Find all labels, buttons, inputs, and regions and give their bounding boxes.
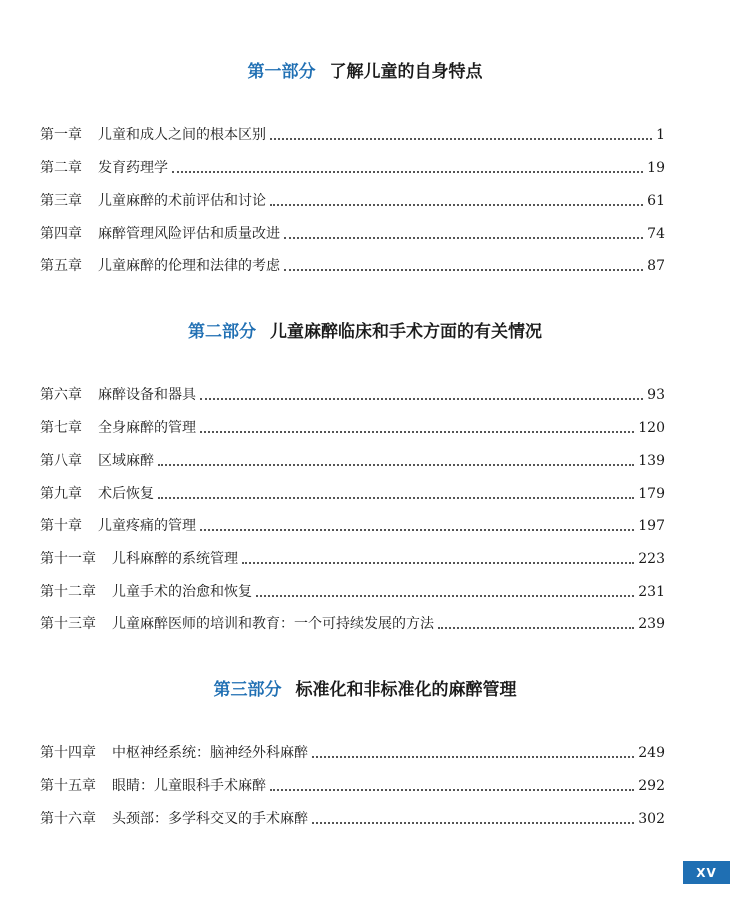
part-number: 第三部分: [213, 680, 282, 700]
toc-entry[interactable]: [40, 582, 665, 602]
chapter-label: 第七章: [40, 420, 82, 436]
chapter-title: 麻醉管理风险评估和质量改进: [98, 226, 280, 242]
chapter-label: 第十四章: [40, 745, 96, 761]
part-name: 标准化和非标准化的麻醉管理: [295, 680, 517, 700]
chapter-label: 第八章: [40, 453, 82, 469]
chapter-title: 眼睛：儿童眼科手术麻醉: [112, 778, 266, 794]
chapter-label: 第十三章: [40, 616, 96, 632]
chapter-label: 第五章: [40, 258, 82, 274]
toc-entry[interactable]: [40, 516, 665, 536]
toc-entry[interactable]: [40, 158, 665, 178]
chapter-title: 儿童麻醉的术前评估和讨论: [98, 193, 266, 209]
dot-leader: [242, 562, 634, 564]
dot-leader: [158, 464, 634, 466]
chapter-title: 发育药理学: [98, 160, 168, 176]
part-number: 第一部分: [247, 62, 316, 82]
dot-leader: [284, 237, 643, 239]
dot-leader: [438, 627, 634, 629]
page-ref: 179: [638, 486, 665, 502]
page-ref: 197: [638, 518, 665, 534]
part-name: 了解儿童的自身特点: [329, 62, 483, 82]
page-ref: 292: [638, 778, 665, 794]
page-ref: 74: [647, 226, 665, 242]
page-ref: 239: [638, 616, 665, 632]
page-number-tab: [683, 861, 730, 884]
part-heading: [0, 321, 730, 343]
chapter-label: 第九章: [40, 486, 82, 502]
chapter-title: 麻醉设备和器具: [98, 387, 196, 403]
page-ref: 139: [638, 453, 665, 469]
chapter-label: 第十一章: [40, 551, 96, 567]
chapter-label: 第一章: [40, 127, 82, 143]
chapter-title: 儿童和成人之间的根本区别: [98, 127, 266, 143]
chapter-title: 全身麻醉的管理: [98, 420, 196, 436]
toc-entry[interactable]: [40, 125, 665, 145]
toc-entry[interactable]: [40, 385, 665, 405]
chapter-title: 区域麻醉: [98, 453, 154, 469]
chapter-label: 第三章: [40, 193, 82, 209]
toc-entry[interactable]: [40, 549, 665, 569]
chapter-label: 第十二章: [40, 584, 96, 600]
toc-entry[interactable]: [40, 809, 665, 829]
chapter-title: 术后恢复: [98, 486, 154, 502]
page-ref: 87: [647, 258, 665, 274]
toc-entry[interactable]: [40, 191, 665, 211]
dot-leader: [312, 756, 634, 758]
toc-entry[interactable]: [40, 224, 665, 244]
dot-leader: [200, 529, 634, 531]
page-ref: 249: [638, 745, 665, 761]
part-name: 儿童麻醉临床和手术方面的有关情况: [270, 322, 542, 342]
chapter-title: 儿科麻醉的系统管理: [112, 551, 238, 567]
page-ref: 93: [647, 387, 665, 403]
dot-leader: [270, 789, 634, 791]
chapter-title: 头颈部：多学科交叉的手术麻醉: [112, 811, 308, 827]
part-heading: [0, 61, 730, 83]
page-ref: 1: [656, 127, 665, 143]
page-ref: 231: [638, 584, 665, 600]
dot-leader: [200, 431, 634, 433]
chapter-title: 中枢神经系统：脑神经外科麻醉: [112, 745, 308, 761]
toc-entry[interactable]: [40, 743, 665, 763]
toc-entry[interactable]: [40, 418, 665, 438]
page-ref: 302: [638, 811, 665, 827]
dot-leader: [270, 204, 643, 206]
dot-leader: [158, 497, 634, 499]
page-ref: 120: [638, 420, 665, 436]
page-ref: 61: [647, 193, 665, 209]
toc-entry[interactable]: [40, 484, 665, 504]
toc-entry[interactable]: [40, 776, 665, 796]
chapter-label: 第二章: [40, 160, 82, 176]
part-number: 第二部分: [188, 322, 256, 342]
part-heading: [0, 679, 730, 701]
chapter-label: 第十六章: [40, 811, 96, 827]
toc-entry[interactable]: [40, 451, 665, 471]
dot-leader: [256, 595, 634, 597]
toc-entry[interactable]: [40, 256, 665, 276]
dot-leader: [312, 822, 634, 824]
dot-leader: [200, 398, 643, 400]
chapter-label: 第十章: [40, 518, 82, 534]
chapter-label: 第十五章: [40, 778, 96, 794]
dot-leader: [172, 171, 643, 173]
chapter-title: 儿童麻醉的伦理和法律的考虑: [98, 258, 280, 274]
chapter-title: 儿童麻醉医师的培训和教育：一个可持续发展的方法: [112, 616, 434, 632]
chapter-title: 儿童手术的治愈和恢复: [112, 584, 252, 600]
page-ref: 223: [638, 551, 665, 567]
toc-entry[interactable]: [40, 614, 665, 634]
dot-leader: [284, 269, 643, 271]
dot-leader: [270, 138, 652, 140]
page-ref: 19: [647, 160, 665, 176]
chapter-title: 儿童疼痛的管理: [98, 518, 196, 534]
chapter-label: 第四章: [40, 226, 82, 242]
chapter-label: 第六章: [40, 387, 82, 403]
page-number-text: XV: [696, 865, 717, 880]
